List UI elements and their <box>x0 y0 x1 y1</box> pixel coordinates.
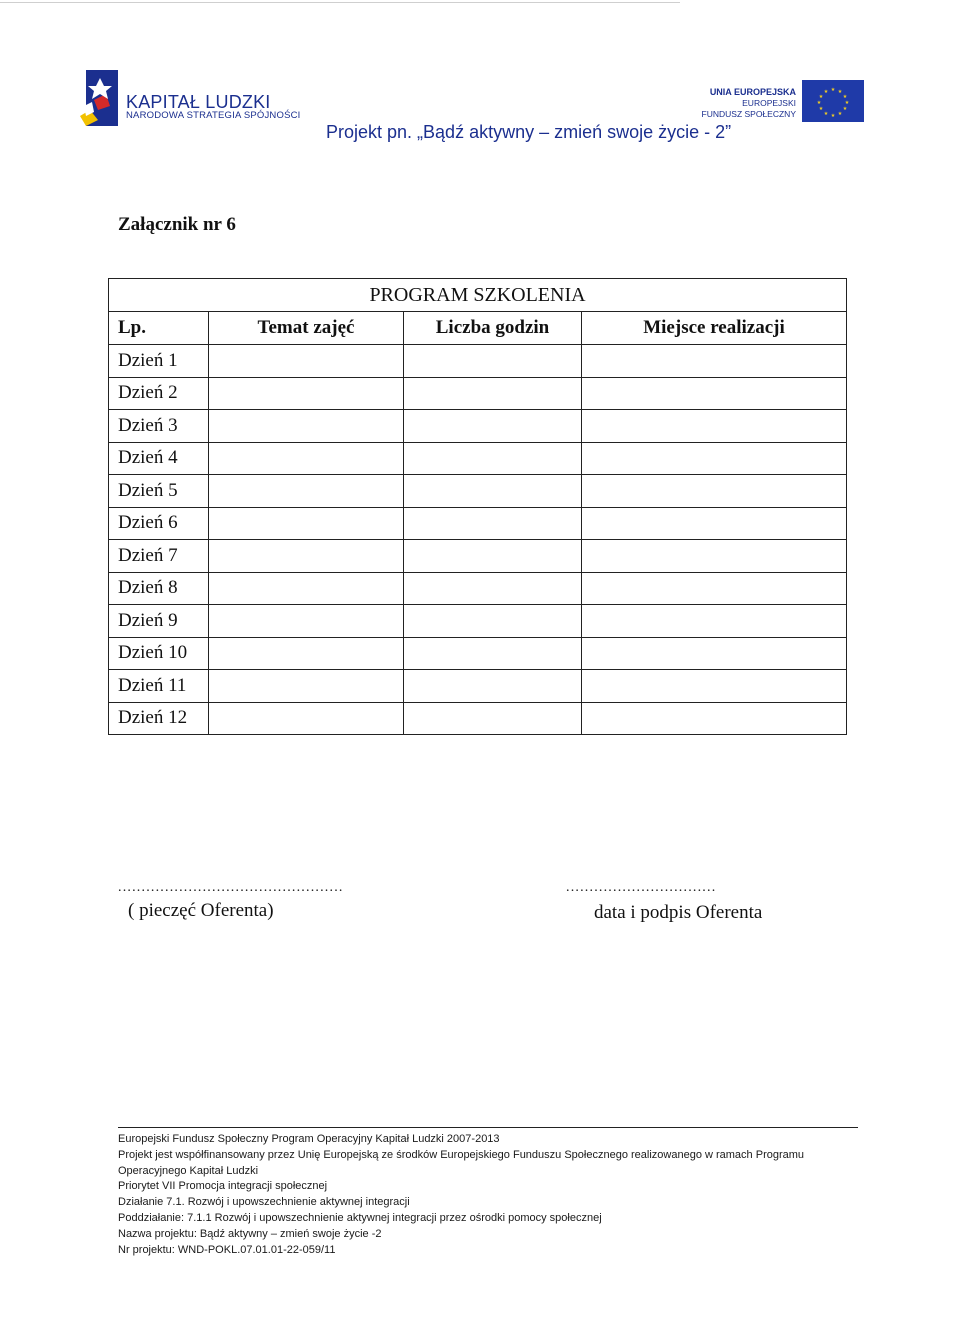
footer-line: Poddziałanie: 7.1.1 Rozwój i upowszechnienie aktywnej integracji przez ośrodki pomocy społecznej <box>118 1211 602 1224</box>
topic-cell[interactable] <box>209 377 404 410</box>
topic-cell[interactable] <box>209 475 404 508</box>
topic-cell[interactable] <box>209 637 404 670</box>
day-label: Dzień 5 <box>109 475 209 508</box>
day-label: Dzień 8 <box>109 572 209 605</box>
svg-text:★: ★ <box>816 100 822 106</box>
table-title: PROGRAM SZKOLENIA <box>109 279 847 312</box>
hours-cell[interactable] <box>404 507 582 540</box>
day-label: Dzień 4 <box>109 442 209 475</box>
location-cell[interactable] <box>582 702 847 735</box>
topic-cell[interactable] <box>209 507 404 540</box>
topic-cell[interactable] <box>209 670 404 703</box>
location-cell[interactable] <box>582 572 847 605</box>
hours-cell[interactable] <box>404 442 582 475</box>
table-row <box>109 442 847 475</box>
svg-text:★: ★ <box>837 111 843 117</box>
hours-cell[interactable] <box>404 475 582 508</box>
footer-line: Nazwa projektu: Bądź aktywny – zmień swoje życie -2 <box>118 1227 382 1240</box>
table-row <box>109 637 847 670</box>
training-program-table <box>108 278 846 735</box>
svg-text:★: ★ <box>830 87 836 93</box>
svg-text:★: ★ <box>830 113 836 119</box>
hours-cell[interactable] <box>404 670 582 703</box>
eu-line-3: FUNDUSZ SPOŁECZNY <box>701 109 796 119</box>
svg-text:★: ★ <box>844 100 850 106</box>
footer-line: Działanie 7.1. Rozwój i upowszechnienie aktywnej integracji <box>118 1196 410 1209</box>
hours-cell[interactable] <box>404 605 582 638</box>
location-cell[interactable] <box>582 442 847 475</box>
project-title: Projekt pn. „Bądź aktywny – zmień swoje życie - 2” <box>326 122 732 142</box>
kapital-ludzki-title: KAPITAŁ LUDZKI <box>126 92 271 112</box>
day-label: Dzień 1 <box>109 345 209 378</box>
footer-line: Nr projektu: WND-POKL.07.01.01-22-059/11 <box>118 1243 336 1256</box>
table-row <box>109 475 847 508</box>
location-cell[interactable] <box>582 345 847 378</box>
table-row <box>109 702 847 735</box>
location-cell[interactable] <box>582 475 847 508</box>
signature-dotted-line: ................................ <box>566 880 717 895</box>
day-label: Dzień 2 <box>109 377 209 410</box>
eu-line-2: EUROPEJSKI <box>742 98 796 108</box>
hours-cell[interactable] <box>404 702 582 735</box>
eu-line-1: UNIA EUROPEJSKA <box>709 87 796 97</box>
location-cell[interactable] <box>582 377 847 410</box>
svg-text:★: ★ <box>842 94 848 100</box>
svg-text:★: ★ <box>837 89 843 95</box>
hours-cell[interactable] <box>404 540 582 573</box>
table-row <box>109 345 847 378</box>
location-cell[interactable] <box>582 507 847 540</box>
hours-cell[interactable] <box>404 637 582 670</box>
column-header-hours: Liczba godzin <box>404 312 582 345</box>
location-cell[interactable] <box>582 637 847 670</box>
day-label: Dzień 3 <box>109 410 209 443</box>
footer-rule <box>118 1127 858 1128</box>
topic-cell[interactable] <box>209 442 404 475</box>
svg-text:★: ★ <box>818 106 824 112</box>
stamp-dotted-line: ................................................ <box>118 880 344 895</box>
day-label: Dzień 10 <box>109 637 209 670</box>
footer-info <box>118 1132 868 1258</box>
topic-cell[interactable] <box>209 572 404 605</box>
location-cell[interactable] <box>582 410 847 443</box>
column-header-location: Miejsce realizacji <box>582 312 847 345</box>
day-label: Dzień 11 <box>109 670 209 703</box>
footer-line: Operacyjnego Kapitał Ludzki <box>118 1164 259 1177</box>
table-row <box>109 572 847 605</box>
kapital-ludzki-subtitle: NARODOWA STRATEGIA SPÓJNOŚCI <box>126 110 301 121</box>
svg-text:★: ★ <box>823 111 829 117</box>
svg-text:★: ★ <box>818 94 824 100</box>
location-cell[interactable] <box>582 670 847 703</box>
topic-cell[interactable] <box>209 345 404 378</box>
location-cell[interactable] <box>582 540 847 573</box>
signature-label: data i podpis Oferenta <box>594 902 763 923</box>
topic-cell[interactable] <box>209 410 404 443</box>
table-row <box>109 507 847 540</box>
table-row <box>109 410 847 443</box>
svg-text:★: ★ <box>823 89 829 95</box>
topic-cell[interactable] <box>209 702 404 735</box>
annex-title: Załącznik nr 6 <box>118 214 236 235</box>
footer-line: Projekt jest współfinansowany przez Unię Europejską ze środków Europejskiego Funduszu Społecznego realizowanego w ramach Programu <box>118 1148 805 1161</box>
footer-line: Priorytet VII Promocja integracji społecznej <box>118 1180 328 1193</box>
column-header-topic: Temat zajęć <box>209 312 404 345</box>
topic-cell[interactable] <box>209 540 404 573</box>
hours-cell[interactable] <box>404 377 582 410</box>
table-row <box>109 605 847 638</box>
day-label: Dzień 9 <box>109 605 209 638</box>
day-label: Dzień 12 <box>109 702 209 735</box>
stamp-label: ( pieczęć Oferenta) <box>128 900 274 921</box>
eu-flag-icon <box>802 80 864 122</box>
table-row <box>109 670 847 703</box>
hours-cell[interactable] <box>404 345 582 378</box>
table-row <box>109 377 847 410</box>
day-label: Dzień 6 <box>109 507 209 540</box>
eu-logo-text <box>702 87 796 120</box>
topic-cell[interactable] <box>209 605 404 638</box>
column-header-lp: Lp. <box>109 312 209 345</box>
hours-cell[interactable] <box>404 410 582 443</box>
hours-cell[interactable] <box>404 572 582 605</box>
day-label: Dzień 7 <box>109 540 209 573</box>
table-row <box>109 540 847 573</box>
footer-line: Europejski Fundusz Społeczny Program Operacyjny Kapitał Ludzki 2007-2013 <box>118 1133 500 1145</box>
svg-text:★: ★ <box>842 106 848 112</box>
top-rule <box>0 2 680 3</box>
location-cell[interactable] <box>582 605 847 638</box>
kapital-ludzki-logo-icon <box>80 70 120 126</box>
